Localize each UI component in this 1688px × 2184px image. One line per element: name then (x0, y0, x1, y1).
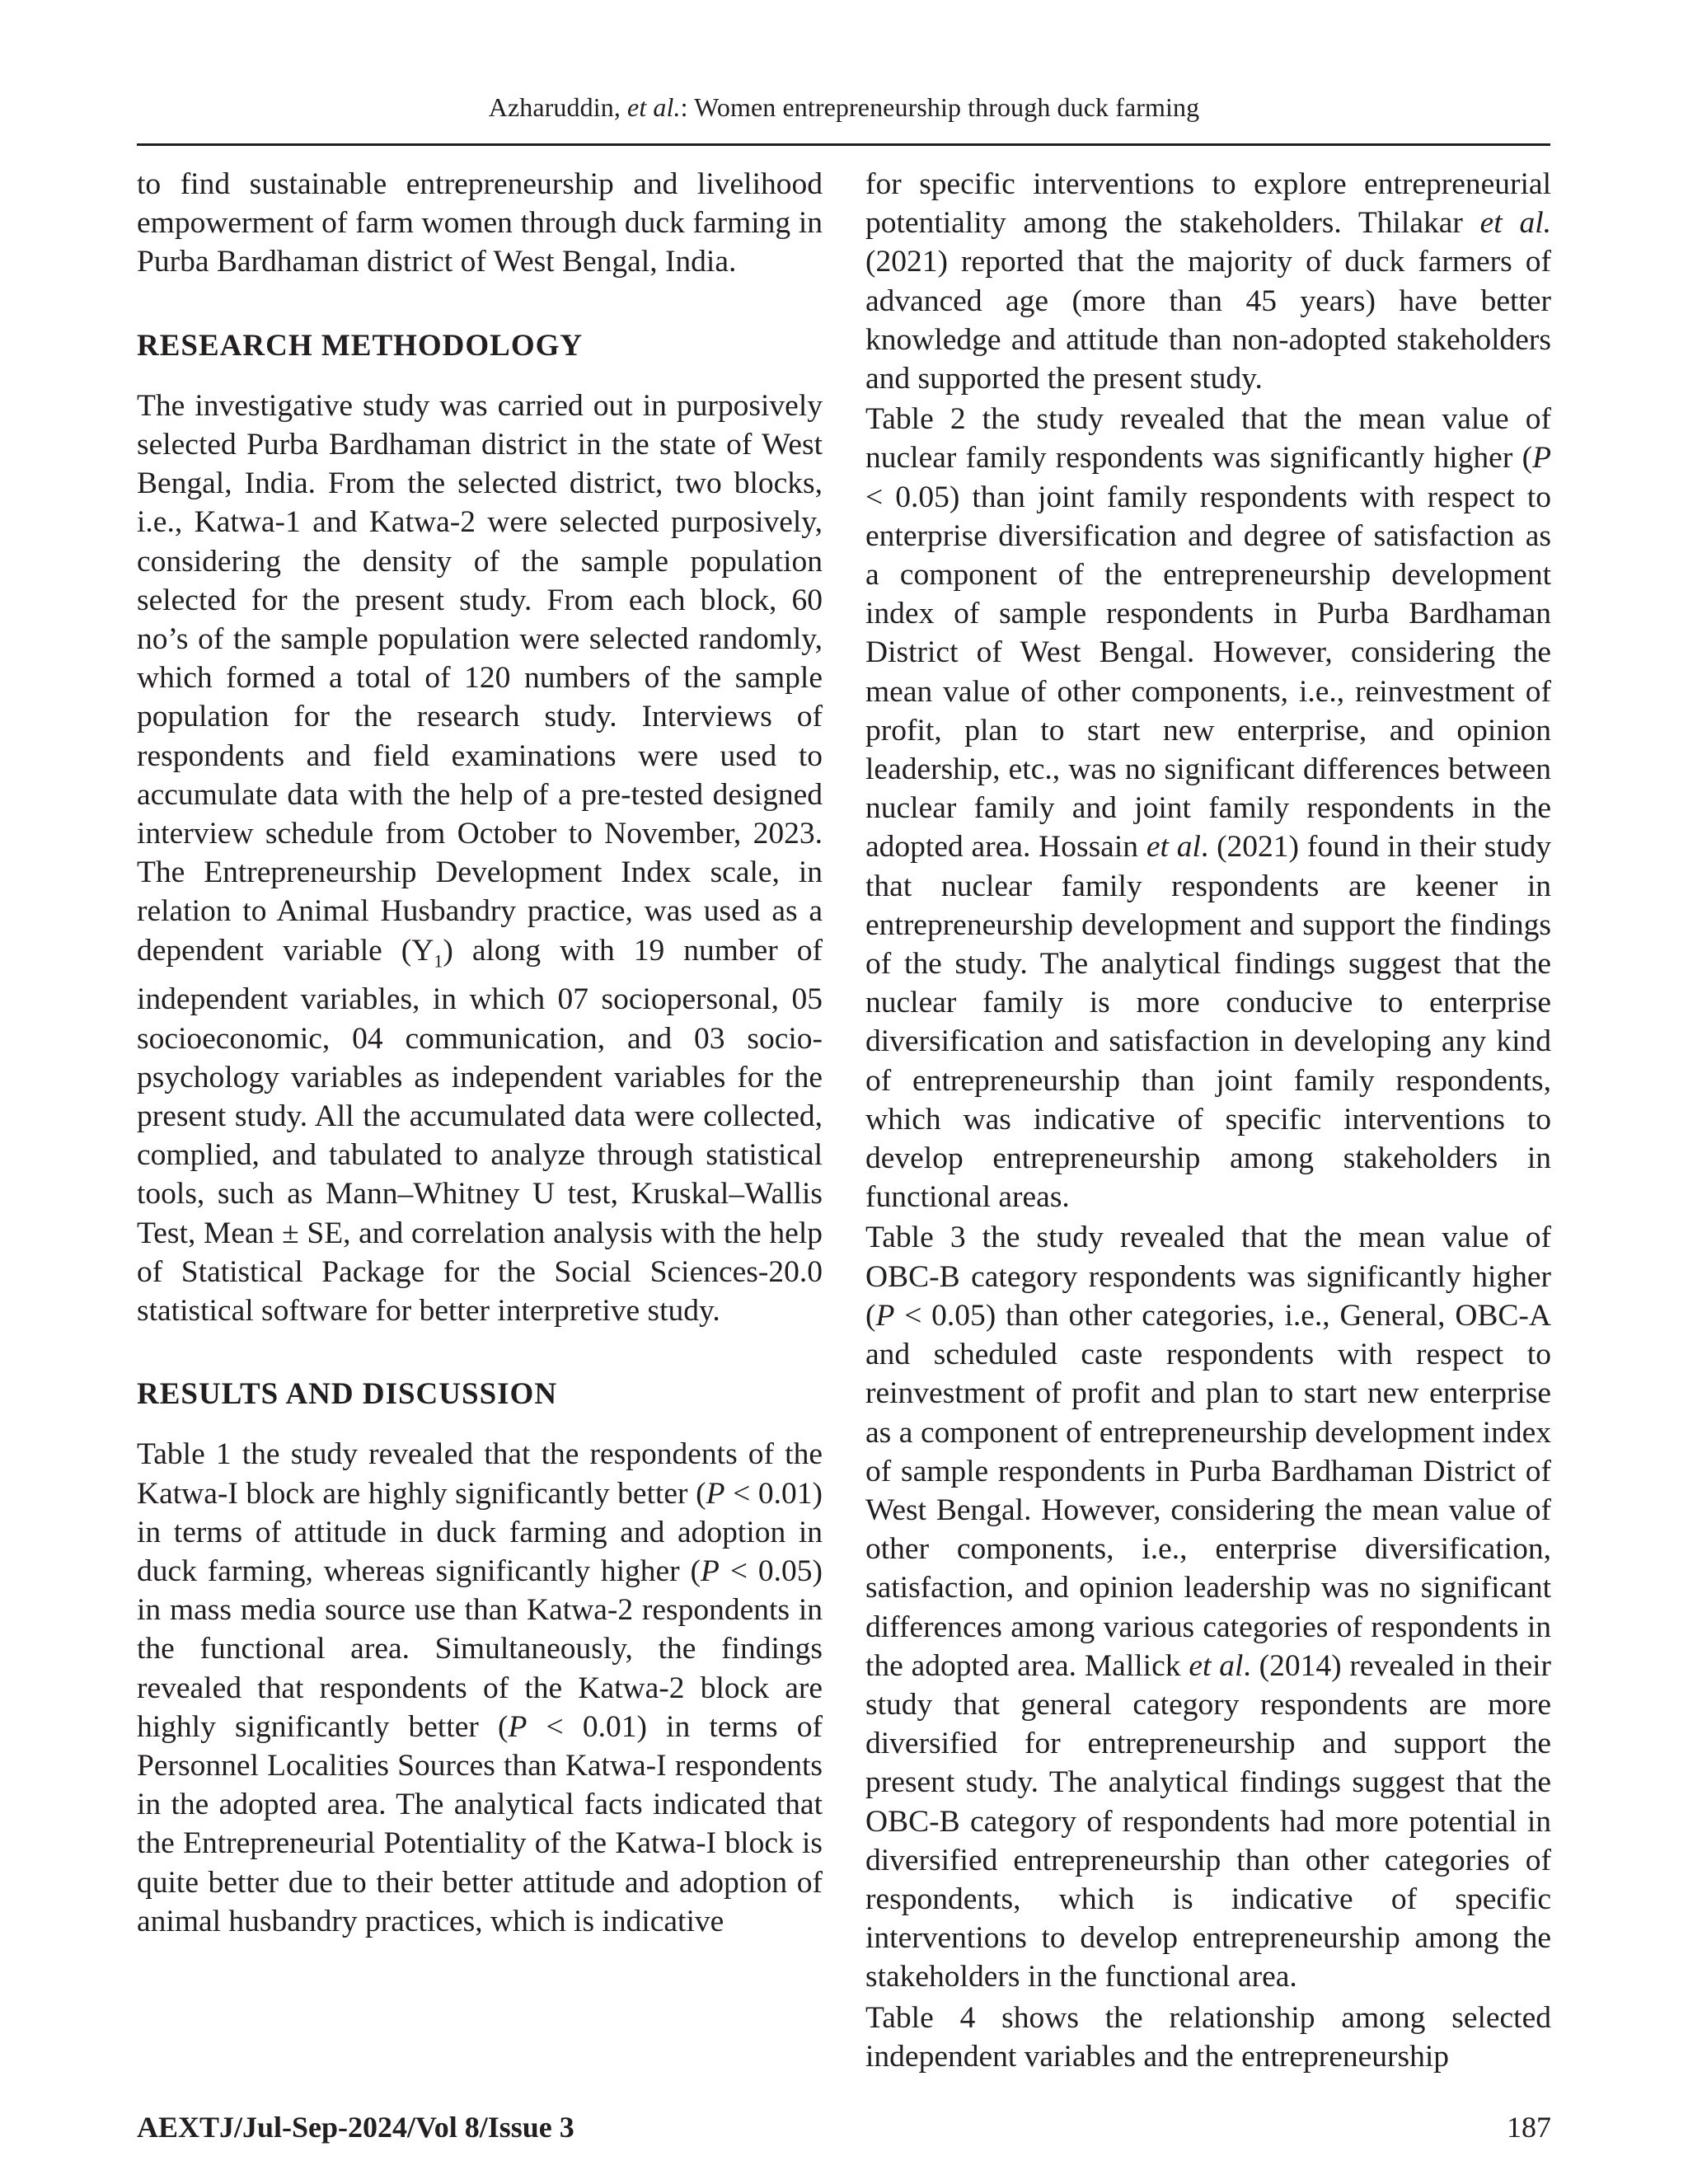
footer-page-number: 187 (1507, 2111, 1551, 2144)
footer-journal: AEXTJ/Jul-Sep-2024/Vol 8/Issue 3 (137, 2111, 574, 2144)
intro-paragraph: to find sustainable entrepreneurship and livelihood empowerment of farm women through duck farming in Purba Bardhaman district of West Bengal, India. (137, 167, 823, 279)
paragraph-interventions: for specific interventions to explore entrepreneurial potentiality among the stakeholders. Thilakar et al. (2021) reported that the majority of duck farmers of advanced age (more than 45 years) have better knowledge and attitude than non-adopted stakeholders and supported the present study. (865, 167, 1552, 396)
header-title: : Women entrepreneurship through duck farming (680, 92, 1200, 122)
paragraph-table-2: Table 2 the study revealed that the mean value of nuclear family respondents was significantly higher (P < 0.05) than joint family respondents with respect to enterprise diversification and degree of satisfaction as a component of the entrepreneurship development index of sample respondents in Purba Bardhaman District of West Bengal. However, considering the mean value of other components, i.e., reinvestment of profit, plan to start new enterprise, and opinion leadership, etc., was no significant differences between nuclear family and joint family respondents in the adopted area. Hossain et al. (2021) found in their study that nuclear family respondents are keener in entrepreneurship development and support the findings of the study. The analytical findings suggest that the nuclear family is more conducive to enterprise diversification and satisfaction in developing any kind of entrepreneurship than joint family respondents, which was indicative of specific interventions to develop entrepreneurship among stakeholders in functional areas. (865, 402, 1551, 1215)
header-rule (137, 143, 1550, 146)
left-column (137, 165, 823, 1941)
paragraph-table-4: Table 4 shows the relationship among selected independent variables and the entrepreneurship (865, 2000, 1551, 2074)
paragraph-table-3: Table 3 the study revealed that the mean value of OBC-B category respondents was significantly higher (P < 0.05) than other categories, i.e., General, OBC-A and scheduled caste respondents with respect to reinvestment of profit and plan to start new enterprise as a component of entrepreneurship development index of sample respondents in Purba Bardhaman District of West Bengal. However, considering the mean value of other components, i.e., enterprise diversification, satisfaction, and opinion leadership was no significant differences among various categories of respondents in the adopted area. Mallick et al. (2014) revealed in their study that general category respondents are more diversified for entrepreneurship and support the present study. The analytical findings suggest that the OBC-B category of respondents had more potential in diversified entrepreneurship than other categories of respondents, which is indicative of specific interventions to develop entrepreneurship among the stakeholders in the functional area. (865, 1221, 1551, 1994)
section-heading-results: RESULTS AND DISCUSSION (137, 1377, 558, 1412)
header-authors: Azharuddin, (488, 92, 628, 122)
right-column (865, 165, 1551, 2076)
results-paragraph: Table 1 the study revealed that the respondents of the Katwa-I block are highly significantly better (P < 0.01) in terms of attitude in duck farming and adoption in duck farming, whereas significantly higher (P < 0.05) in mass media source use than Katwa-2 respondents in the functional area. Simultaneously, the findings revealed that respondents of the Katwa-2 block are highly significantly better (P < 0.01) in terms of Personnel Localities Sources than Katwa-I respondents in the adopted area. The analytical facts indicated that the Entrepreneurial Potentiality of the Katwa-I block is quite better due to their better attitude and adoption of animal husbandry practices, which is indicative (137, 1437, 823, 1938)
header-etal: et al. (627, 92, 681, 122)
methodology-paragraph: The investigative study was carried out in purposively selected Purba Bardhaman district in the state of West Bengal, India. From the selected district, two blocks, i.e., Katwa-1 and Katwa-2 were selected purposively, considering the density of the sample population selected for the present study. From each block, 60 no’s of the sample population were selected randomly, which formed a total of 120 numbers of the sample population for the research study. Interviews of respondents and field examinations were used to accumulate data with the help of a pre-tested designed interview schedule from October to November, 2023. The Entrepreneurship Development Index scale, in relation to Animal Husbandry practice, was used as a dependent variable $(Y_1)$ along with 19 number of independent variables, in which 07 sociopersonal, 05 socioeconomic, 04 communication, and 03 socio-psychology variables as independent variables for the present study. All the accumulated data were collected, complied, and tabulated to analyze through statistical tools, such as Mann–Whitney U test, Kruskal–Wallis Test, Mean ± SE, and correlation analysis with the help of Statistical Package for the Social Sciences-20.0 statistical software for better interpretive study. (137, 388, 823, 1328)
section-heading-methodology: RESEARCH METHODOLOGY (137, 328, 584, 363)
running-header (0, 92, 1688, 123)
subscript-1: 1 (434, 950, 443, 972)
